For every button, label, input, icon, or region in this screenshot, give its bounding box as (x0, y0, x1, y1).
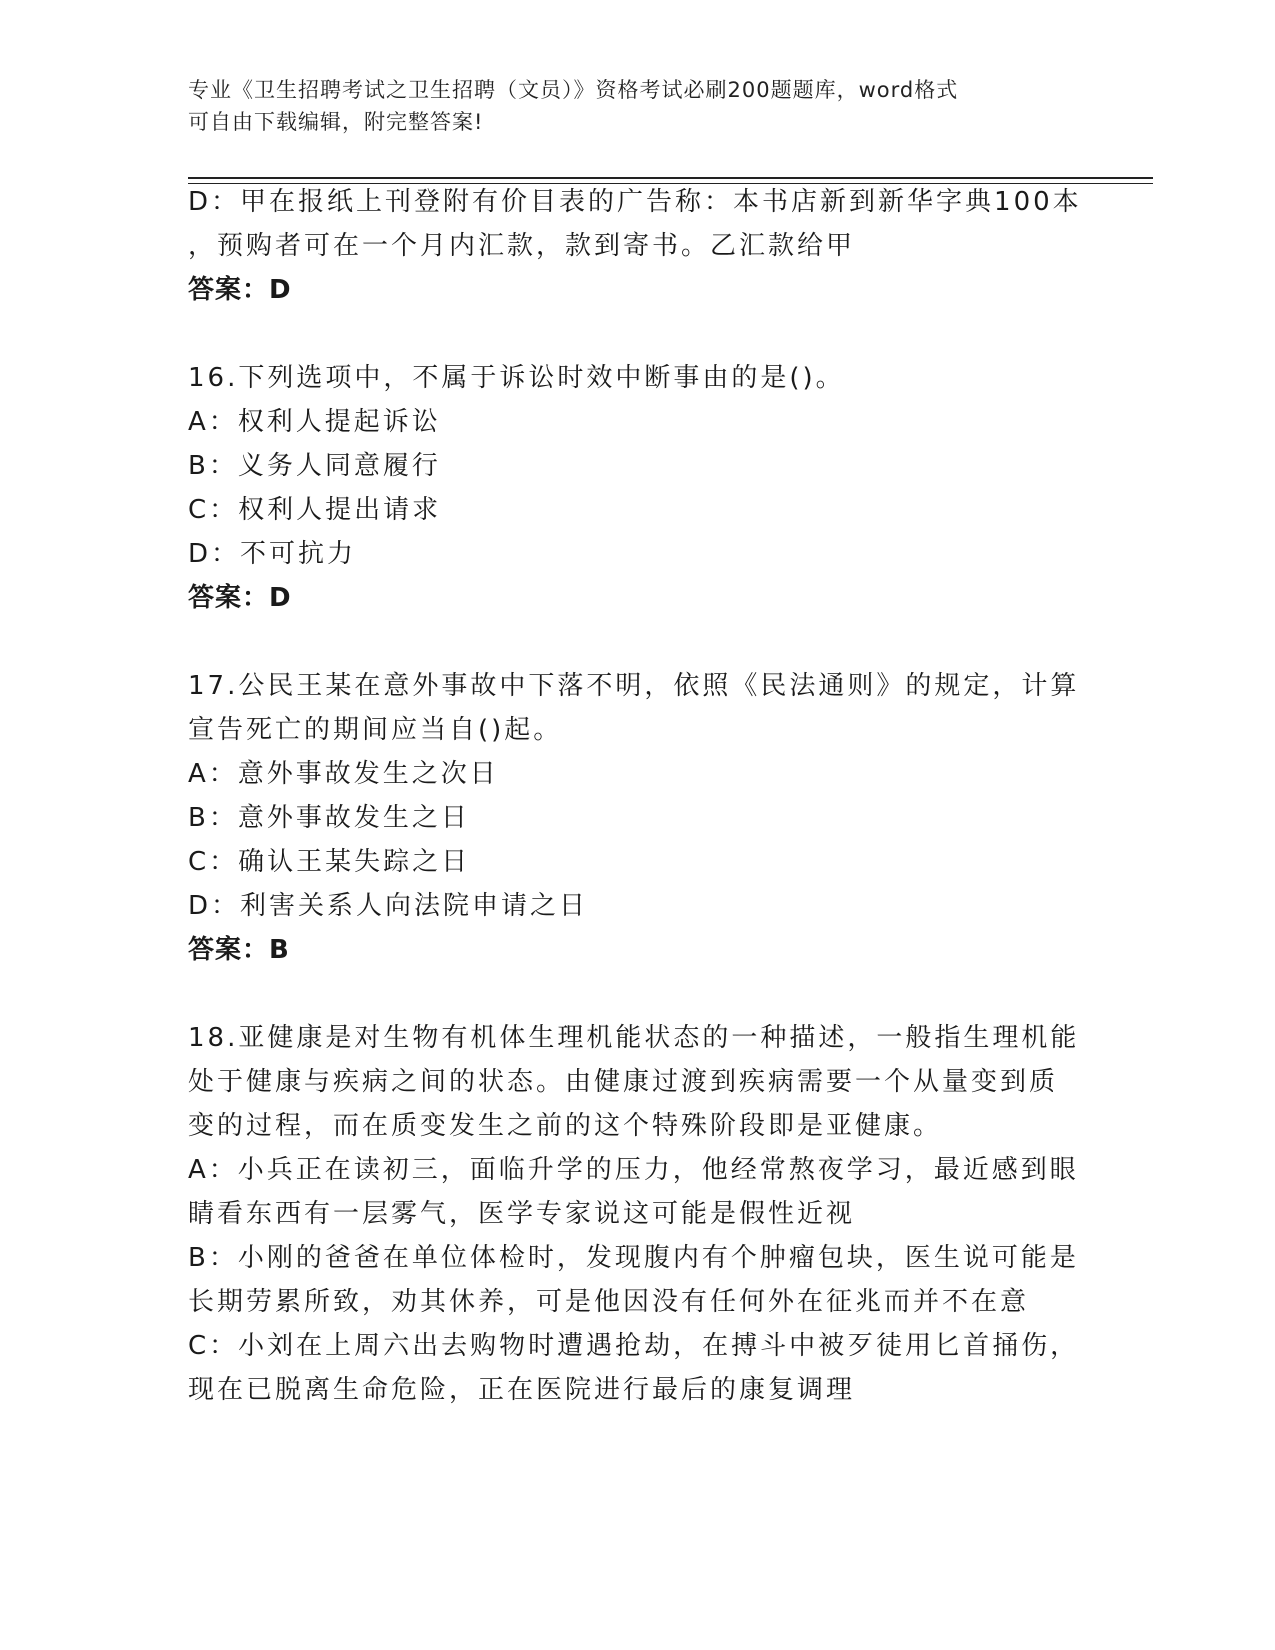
header-divider-thick (188, 177, 1153, 179)
header-title-line-2: 可自由下载编辑，附完整答案! (188, 110, 484, 134)
q18-option-c-line-1: C：小刘在上周六出去购物时遭遇抢劫，在搏斗中被歹徒用匕首捅伤， (188, 1331, 1080, 1361)
q16-option-c: C：权利人提出请求 (188, 495, 442, 525)
q18-option-c-line-2: 现在已脱离生命危险，正在医院进行最后的康复调理 (188, 1375, 856, 1405)
header-title-line-1: 专业《卫生招聘考试之卫生招聘（文员）》资格考试必刷200题题库，word格式 (188, 78, 959, 102)
q18-stem-line-3: 变的过程，而在质变发生之前的这个特殊阶段即是亚健康。 (188, 1111, 943, 1141)
q17-option-a: A：意外事故发生之次日 (188, 759, 499, 789)
document-header (188, 74, 1088, 138)
q15-answer: 答案：D (188, 275, 292, 305)
q16-option-b: B：义务人同意履行 (188, 451, 441, 481)
q18-option-b-line-1: B：小刚的爸爸在单位体检时，发现腹内有个肿瘤包块，医生说可能是 (188, 1243, 1079, 1273)
q17-stem-line-1: 17.公民王某在意外事故中下落不明，依照《民法通则》的规定，计算 (188, 671, 1080, 701)
q16-option-a: A：权利人提起诉讼 (188, 407, 441, 437)
q16-stem: 16.下列选项中，不属于诉讼时效中断事由的是()。 (188, 363, 845, 393)
q18-stem-line-1: 18.亚健康是对生物有机体生理机能状态的一种描述，一般指生理机能 (188, 1023, 1080, 1053)
q17-option-c: C：确认王某失踪之日 (188, 847, 471, 877)
q16-answer: 答案：D (188, 583, 292, 613)
q17-stem-line-2: 宣告死亡的期间应当自()起。 (188, 715, 563, 745)
q16-option-d: D：不可抗力 (188, 539, 357, 569)
q18-option-b-line-2: 长期劳累所致，劝其休养，可是他因没有任何外在征兆而并不在意 (188, 1287, 1030, 1317)
q18-option-a-line-2: 睛看东西有一层雾气，医学专家说这可能是假性近视 (188, 1199, 856, 1229)
q17-answer: 答案：B (188, 935, 290, 965)
q17-option-d: D：利害关系人向法院申请之日 (188, 891, 589, 921)
q15-option-d-line-1: D：甲在报纸上刊登附有价目表的广告称：本书店新到新华字典100本 (188, 187, 1082, 217)
header-divider-thin (188, 183, 1153, 184)
q18-stem-line-2: 处于健康与疾病之间的状态。由健康过渡到疾病需要一个从量变到质 (188, 1067, 1059, 1097)
q18-option-a-line-1: A：小兵正在读初三，面临升学的压力，他经常熬夜学习，最近感到眼 (188, 1155, 1079, 1185)
q17-option-b: B：意外事故发生之日 (188, 803, 470, 833)
q15-option-d-line-2: ，预购者可在一个月内汇款，款到寄书。乙汇款给甲 (188, 231, 856, 261)
